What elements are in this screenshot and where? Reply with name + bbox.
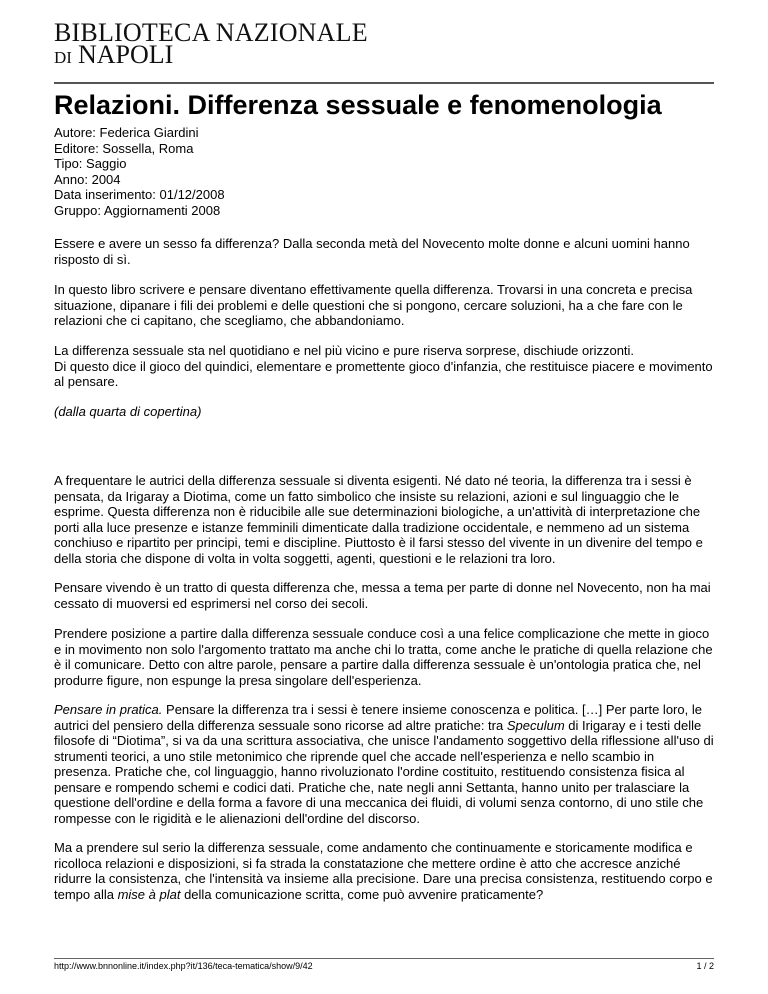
paragraph-3 (54, 343, 714, 390)
paragraph-1: Essere e avere un sesso fa differenza? Dalla seconda metà del Novecento molte donne e alcuni uomini hanno risposto di sì. (54, 236, 690, 267)
meta-date-added: Data inserimento: 01/12/2008 (54, 187, 225, 202)
cover-note (54, 404, 714, 420)
paragraph-3-line-a: La differenza sessuale sta nel quotidiano e nel più vicino e pure riserva sorprese, dischiude orizzonti. (54, 343, 635, 358)
paragraph-9-part-a: Ma a prendere sul serio la differenza sessuale, come andamento che continuamente e storicamente modifica e ricolloca relazioni e disposizioni, si fa strada la constatazione che mettere ordine è atto che accresce anziché ridurre la consistenza, che l'intensità va insieme alla precisione. Dare una precisa consistenza, restituendo corpo e tempo alla (54, 840, 713, 902)
paragraph-9-italic: mise à plat (117, 886, 181, 902)
book-metadata (54, 125, 225, 218)
paragraph-9 (54, 840, 714, 902)
paragraph-7: Prendere posizione a partire dalla differenza sessuale conduce così a una felice complicazione che mette in gioco e in movimento non solo l'argomento trattato ma anche chi lo tratta, come anche le pratiche di quella relazione che è il comunicare. Detto con altre parole, pensare a partire dalla differenza sessuale è un'ontologia pratica che, nel produrre figure, non espunge la presa singolare dell'esperienza. (54, 626, 713, 688)
paragraph-2: In questo libro scrivere e pensare diventano effettivamente quella differenza. Trovarsi in una concreta e precisa situazione, dipanare i fili dei problemi e delle questioni che si pongono, cercare soluzioni, ha a che fare con le relazioni che ci capitano, che scegliamo, che abbandoniamo. (54, 282, 693, 328)
paragraph-3-line-b: Di questo dice il gioco del quindici, elementare e promettente gioco d'infanzia, che restituisce piacere e movimento al pensare. (54, 358, 713, 389)
footer-rule (54, 958, 714, 959)
paragraph-8-part-b: di Irigaray e i testi delle filosofe di “Diotima”, si va da una scrittura associativa, che unisce l'andamento soggettivo della riflessione all'uso di strumenti teorici, a uno stile metonimico che riprende quel che accade nell'esperienza e nello scambio in presenza. Pratiche che, col linguaggio, hanno rivoluzionato l'ordine costituito, restituendo consistenza fisica al pensare e rompendo schemi e codici dati. Pratiche che, nate negli anni Settanta, hanno unito per tralasciare la questione dell'ordine e della forma a favore di una meccanica dei fluidi, di volumi senza contorno, di uno stile che rompesse con le rigidità e le alienazioni dell'ordine del discorso. (54, 717, 714, 826)
paragraph-8-heading: Pensare in pratica. (54, 702, 163, 717)
paragraph-8 (54, 702, 714, 826)
page-title: Relazioni. Differenza sessuale e fenomenologia (54, 90, 662, 120)
logo-napoli: NAPOLI (77, 40, 174, 69)
meta-type: Tipo: Saggio (54, 156, 127, 171)
paragraph-9-part-b: della comunicazione scritta, come può avvenire praticamente? (180, 886, 544, 902)
meta-author: Autore: Federica Giardini (54, 125, 199, 140)
footer-url: http://www.bnnonline.it/index.php?it/136/teca-tematica/show/9/42 (54, 961, 313, 971)
library-logo (54, 18, 368, 69)
meta-group: Gruppo: Aggiornamenti 2008 (54, 202, 221, 218)
paragraph-8-part-a: Pensare la differenza tra i sessi è tenere insieme conoscenza e politica. […] Per parte loro, le autrici del pensiero della differenza sessuale sono ricorse ad altre pratiche: tra (54, 702, 702, 733)
logo-line-2 (54, 40, 368, 69)
cover-note-text: (dalla quarta di copertina) (54, 404, 202, 419)
document-page (54, 0, 714, 994)
header-rule (54, 82, 714, 84)
meta-publisher: Editore: Sossella, Roma (54, 140, 194, 156)
meta-year: Anno: 2004 (54, 171, 121, 187)
paragraph-8-speculum: Speculum (506, 717, 565, 733)
logo-di: DI (54, 48, 72, 67)
paragraph-6: Pensare vivendo è un tratto di questa differenza che, messa a tema per parte di donne nel Novecento, non ha mai cessato di muoversi ed esprimersi nel corso dei secoli. (54, 580, 711, 611)
footer-page-number: 1 / 2 (696, 961, 714, 971)
logo-line-1: BIBLIOTECA NAZIONALE (54, 18, 368, 47)
paragraph-5: A frequentare le autrici della differenza sessuale si diventa esigenti. Né dato né teoria, la differenza tra i sessi è pensata, da Irigaray a Diotima, come un fatto simbolico che insiste su relazioni, azioni e sul linguaggio che le esprime. Questa differenza non è riducibile alle sue determinazioni biologiche, a un'attività di interpretazione che porti alla luce presenze e istanze femminili dimenticate dalla tradizione occidentale, e nemmeno ad un sistema conchiuso e ripartito per principi, temi e discipline. Piuttosto è il farsi stesso del vivente in un divenire del tempo e della storia che dispone di volta in volta soggetti, agenti, questioni e le relazioni tra loro. (54, 473, 703, 566)
